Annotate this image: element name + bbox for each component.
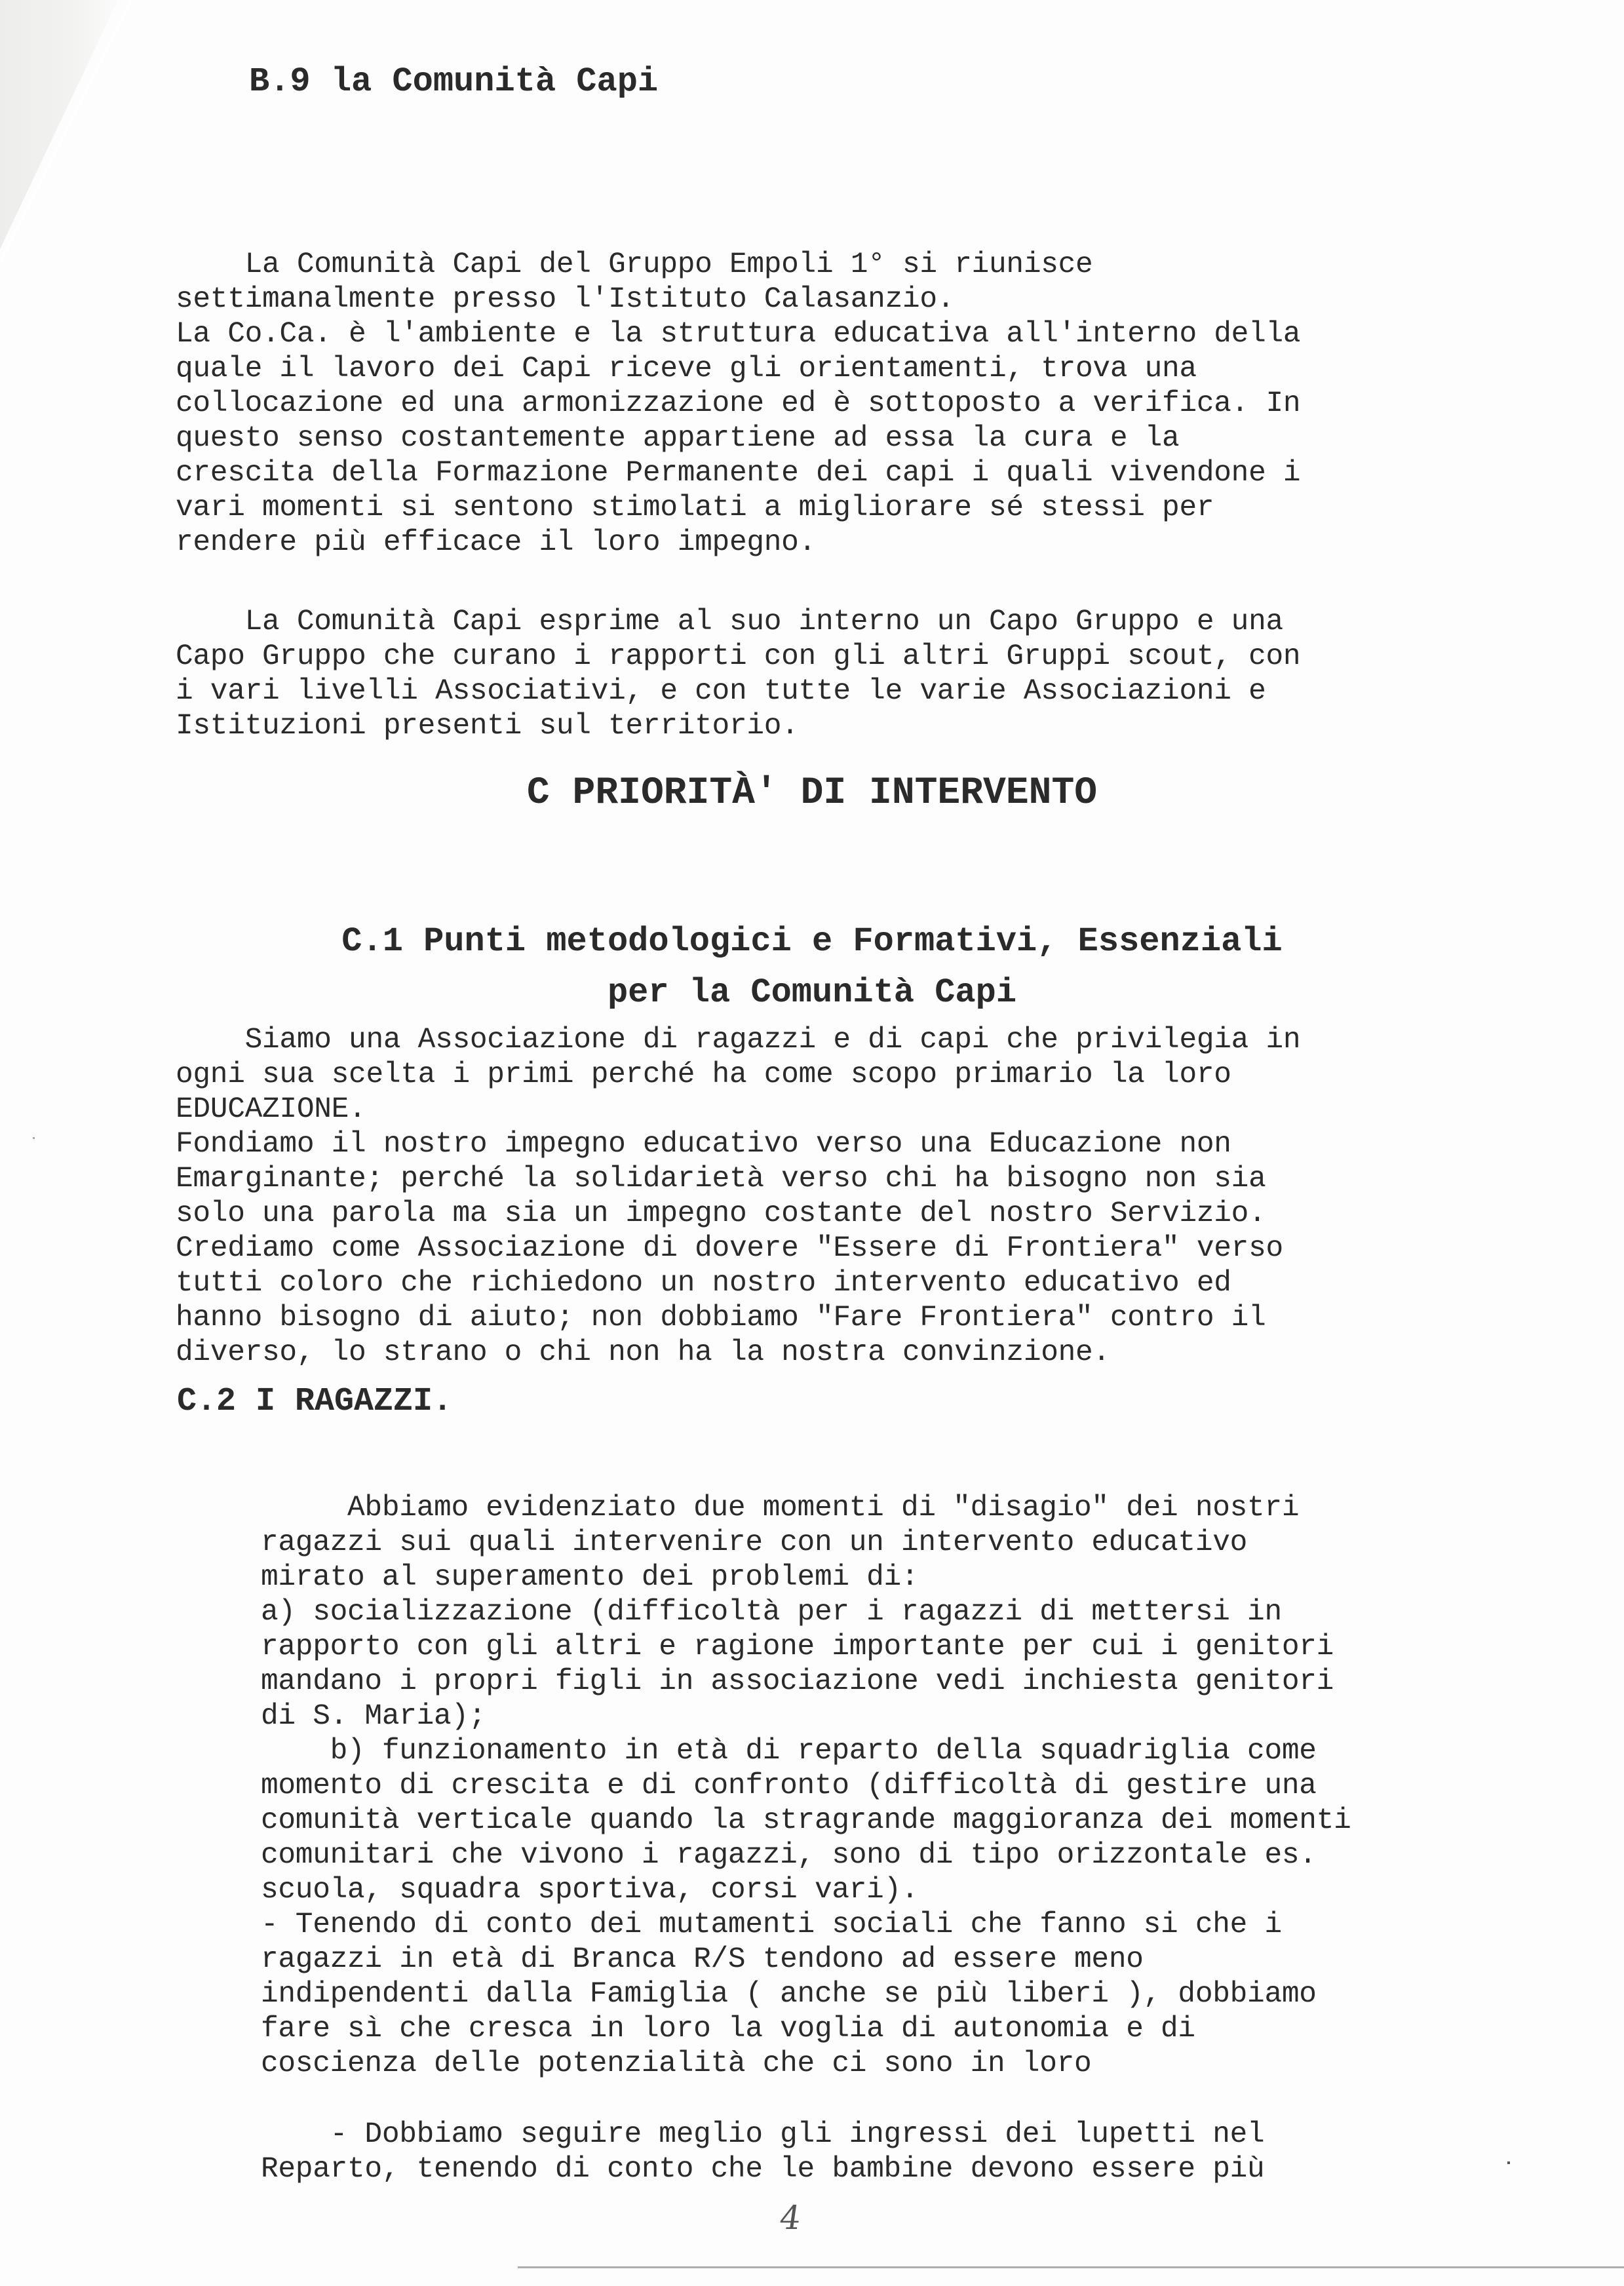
text-line: comunitari che vivono i ragazzi, sono di tipo orizzontale es. [261,1839,1317,1872]
text-line: rendere più efficace il loro impegno. [176,526,816,559]
text-line: collocazione ed una armonizzazione ed è sottoposto a verifica. In [176,387,1301,420]
text-line: vari momenti si sentono stimolati a migliorare sé stessi per [176,492,1214,524]
scan-edge-line [518,2266,1624,2268]
text-line: di S. Maria); [261,1700,486,1733]
text-line: momento di crescita e di confronto (difficoltà di gestire una [261,1770,1317,1802]
text-line: La Comunità Capi del Gruppo Empoli 1° si riunisce [176,248,1093,281]
text-line: indipendenti dalla Famiglia ( anche se più liberi ), dobbiamo [261,1978,1317,2011]
text-line: solo una parola ma sia un impegno costante del nostro Servizio. [176,1197,1266,1230]
text-line: ragazzi sui quali intervenire con un intervento educativo [261,1526,1248,1559]
paragraph-b9-2 [176,570,1300,779]
text-line: i vari livelli Associativi, e con tutte le varie Associazioni e [176,675,1266,708]
text-line: a) socializzazione (difficoltà per i ragazzi di mettersi in [261,1596,1282,1629]
text-line: Siamo una Associazione di ragazzi e di capi che privilegia in [176,1024,1301,1056]
text-line: ragazzi in età di Branca R/S tendono ad essere meno [261,1943,1144,1976]
text-line: quale il lavoro dei Capi riceve gli orientamenti, trova una [176,353,1197,385]
heading-c1-line: per la Comunità Capi [607,973,1017,1012]
text-line: EDUCAZIONE. [176,1093,366,1126]
text-line: Emarginante; perché la solidarietà verso chi ha bisogno non sia [176,1163,1266,1195]
paragraph-c2-2 [261,2083,1264,2222]
heading-b9: B.9 la Comunità Capi [249,62,659,101]
paragraph-c1 [176,988,1300,1405]
text-line: - Dobbiamo seguire meglio gli ingressi dei lupetti nel [261,2118,1265,2151]
text-line: hanno bisogno di aiuto; non dobbiamo "Fare Frontiera" contro il [176,1302,1266,1334]
text-line: questo senso costantemente appartiene ad essa la cura e la [176,422,1180,455]
page-fold-edge [0,0,131,262]
paragraph-c2-1 [261,1456,1351,2116]
text-line: diverso, lo strano o chi non ha la nostra convinzione. [176,1336,1110,1369]
heading-c: C PRIORITÀ' DI INTERVENTO [526,772,1098,815]
text-line: Istituzioni presenti sul territorio. [176,710,799,743]
text-line: fare sì che cresca in loro la voglia di autonomia e di [261,2013,1195,2045]
text-line: settimanalmente presso l'Istituto Calasanzio. [176,283,955,316]
text-line: mirato al superamento dei problemi di: [261,1561,919,1594]
text-line: Crediamo come Associazione di dovere "Essere di Frontiera" verso [176,1232,1283,1265]
text-line: Reparto, tenendo di conto che le bambine devono essere più [261,2153,1265,2186]
text-line: coscienza delle potenzialità che ci sono in loro [261,2047,1092,2080]
text-line: rapporto con gli altri e ragione importante per cui i genitori [261,1631,1334,1663]
text-line: La Comunità Capi esprime al suo interno un Capo Gruppo e una [176,606,1283,638]
scan-speck [33,1137,35,1139]
heading-c2: C.2 I RAGAZZI. [177,1383,453,1420]
text-line: - Tenendo di conto dei mutamenti sociali che fanno si che i [261,1908,1282,1941]
text-line: Capo Gruppo che curano i rapporti con gli altri Gruppi scout, con [176,640,1301,673]
scan-speck [1507,2161,1510,2164]
text-line: crescita della Formazione Permanente dei capi i quali vivendone i [176,457,1301,490]
text-line: ogni sua scelta i primi perché ha come scopo primario la loro [176,1058,1231,1091]
text-line: Fondiamo il nostro impegno educativo verso una Educazione non [176,1128,1231,1161]
text-line: comunità verticale quando la stragrande maggioranza dei momenti [261,1804,1351,1837]
text-line: b) funzionamento in età di reparto della squadriglia come [261,1735,1317,1768]
page-number: 4 [777,2199,803,2237]
text-line: La Co.Ca. è l'ambiente e la struttura educativa all'interno della [176,318,1301,351]
paragraph-b9-1 [176,213,1300,595]
text-line: mandano i propri figli in associazione vedi inchiesta genitori [261,1665,1334,1698]
heading-c1-line: C.1 Punti metodologici e Formativi, Essenziali [341,922,1283,961]
text-line: scuola, squadra sportiva, corsi vari). [261,1874,919,1907]
text-line: Abbiamo evidenziato due momenti di "disagio" dei nostri [261,1492,1300,1524]
text-line: tutti coloro che richiedono un nostro intervento educativo ed [176,1267,1231,1300]
